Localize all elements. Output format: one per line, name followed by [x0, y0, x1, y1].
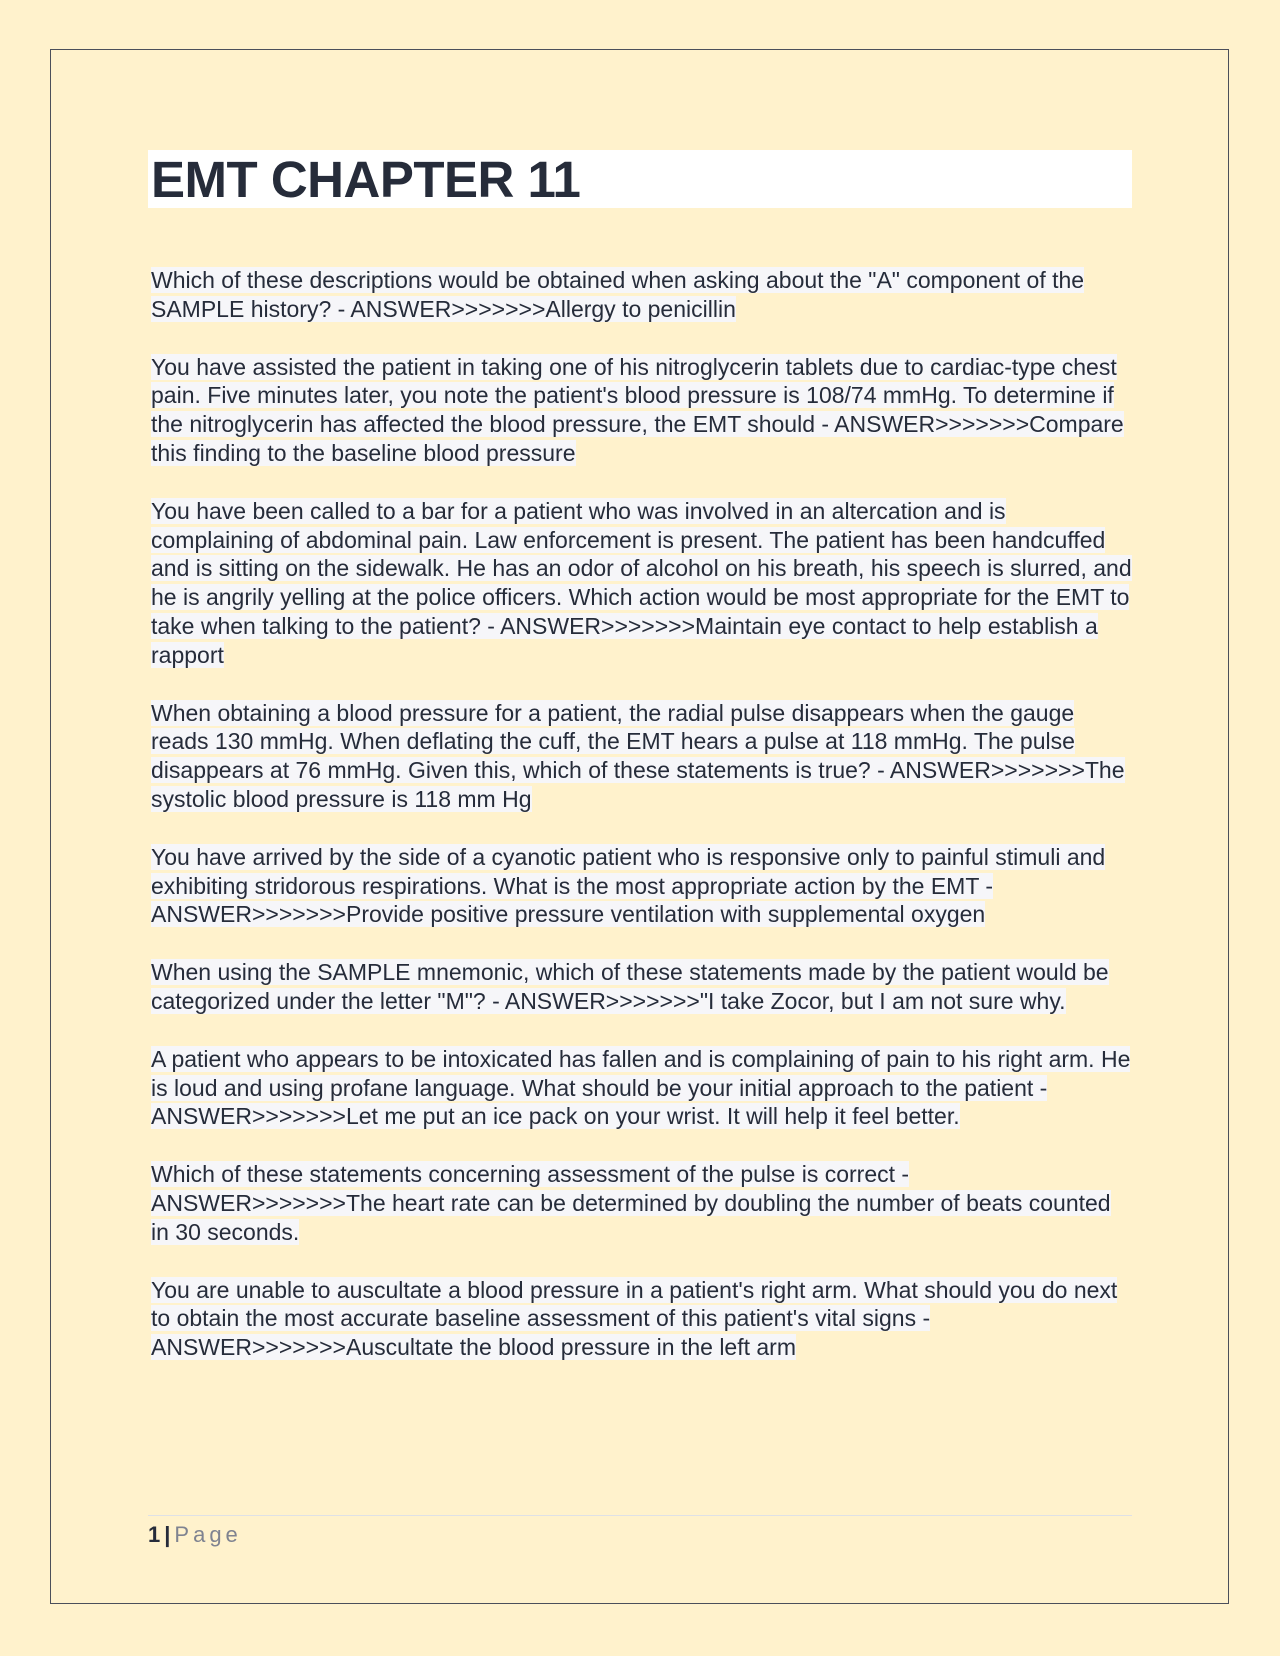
- qa-item-7: [148, 1045, 1132, 1131]
- qa-item-text: A patient who appears to be intoxicated has fallen and is complaining of pain to his right arm. He is loud and using profane language. What should be your initial approach to the patient - ANSWER>>>>>>>Let me put an ice pack on your wrist. It will help it feel better.: [151, 1045, 1131, 1130]
- qa-list: [148, 266, 1132, 1362]
- qa-item-text: Which of these statements concerning assessment of the pulse is correct - ANSWER>>>>>>>The heart rate can be determined by doubling the number of beats counted in 30 seconds.: [151, 1161, 1111, 1245]
- page-label: Page: [174, 1522, 242, 1547]
- qa-item-1: [148, 266, 1132, 324]
- qa-item-text: When obtaining a blood pressure for a patient, the radial pulse disappears when the gauge reads 130 mmHg. When deflating the cuff, the EMT hears a pulse at 118 mmHg. The pulse disappears at 76 mmHg. Given this, which of these statements is true? - ANSWER>>>>>>>The systolic blood pressure is 118 mm Hg: [151, 699, 1125, 812]
- page-footer: [148, 1515, 1132, 1548]
- qa-item-text: You have arrived by the side of a cyanotic patient who is responsive only to painful stimuli and exhibiting stridorous respirations. What is the most appropriate action by the EMT - ANSWER>>>>>>>Provide positive pressure ventilation with supplemental oxygen: [151, 843, 1106, 928]
- qa-item-8: [148, 1160, 1132, 1246]
- qa-item-4: [148, 699, 1132, 814]
- qa-item-text: Which of these descriptions would be obtained when asking about the "A" component of the SAMPLE history? - ANSWER>>>>>>>Allergy to penicillin: [151, 267, 1085, 322]
- document-body: [148, 150, 1132, 1391]
- qa-item-2: [148, 353, 1132, 468]
- qa-item-text: You have assisted the patient in taking one of his nitroglycerin tablets due to cardiac-type chest pain. Five minutes later, you note the patient's blood pressure is 108/74 mmHg. To determine if the nitroglycerin has affected the blood pressure, the EMT should - ANSWER>>>>>>>Compare this finding to the baseline blood pressure: [151, 353, 1124, 466]
- qa-item-5: [148, 843, 1132, 929]
- qa-item-text: You have been called to a bar for a patient who was involved in an altercation and is complaining of abdominal pain. Law enforcement is present. The patient has been handcuffed and is sitting on the sidewalk. He has an odor of alcohol on his breath, his speech is slurred, and he is angrily yelling at the police officers. Which action would be most appropriate for the EMT to take when talking to the patient? - ANSWER>>>>>>>Maintain eye contact to help establish a rapport: [151, 497, 1132, 668]
- qa-item-3: [148, 497, 1132, 670]
- page-title: EMT CHAPTER 11: [151, 150, 581, 208]
- footer-separator: |: [164, 1522, 171, 1547]
- title-bar: [148, 150, 1132, 208]
- qa-item-text: You are unable to auscultate a blood pressure in a patient's right arm. What should you do next to obtain the most accurate baseline assessment of this patient's vital signs - ANSWER>>>>>>>Auscultate the blood pressure in the left arm: [151, 1276, 1118, 1361]
- qa-item-text: When using the SAMPLE mnemonic, which of these statements made by the patient would be categorized under the letter "M"? - ANSWER>>>>>>>"I take Zocor, but I am not sure why.: [151, 959, 1109, 1014]
- qa-item-9: [148, 1276, 1132, 1362]
- page-number: 1: [148, 1522, 161, 1547]
- qa-item-6: [148, 958, 1132, 1016]
